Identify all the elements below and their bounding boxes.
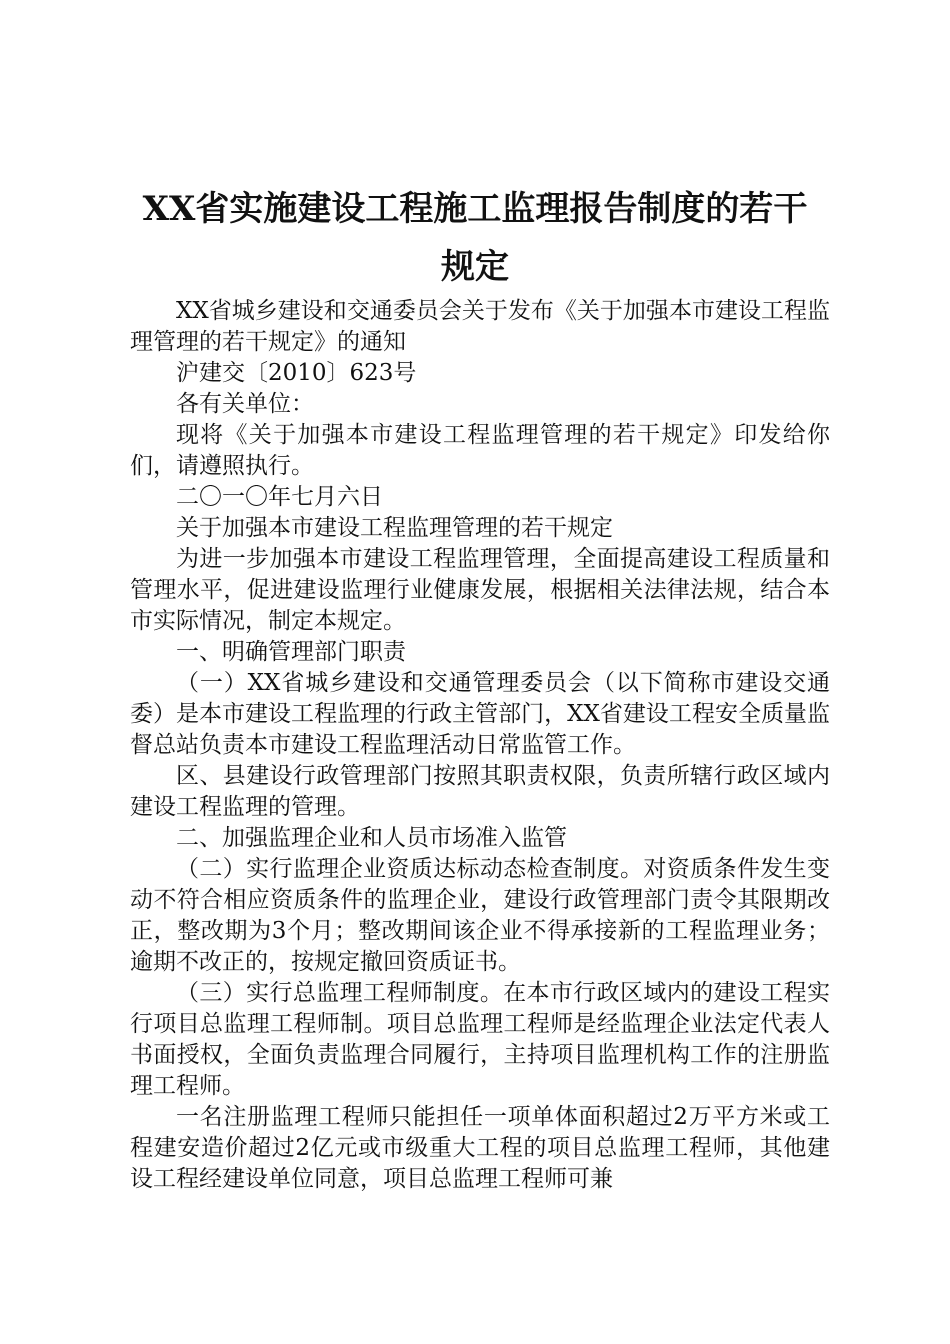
body-paragraph: （三）实行总监理工程师制度。在本市行政区域内的建设工程实行项目总监理工程师制。项目总监理工程师是经监理企业法定代表人书面授权，全面负责监理合同履行，主持项目监理机构工作的注册监理工程师。 — [130, 980, 830, 1099]
salutation: 各有关单位： — [176, 391, 314, 417]
issue-date: 二〇一〇年七月六日 — [176, 484, 383, 510]
document-title-line-2: 规定 — [441, 247, 509, 287]
body-paragraph: （一）XX省城乡建设和交通管理委员会（以下简称市建设交通委）是本市建设工程监理的行政主管部门，XX省建设工程安全质量监督总站负责本市建设工程监理活动日常监管工作。 — [130, 670, 830, 758]
section-heading: 二、加强监理企业和人员市场准入监管 — [176, 825, 567, 851]
document-body — [130, 296, 830, 1195]
document-title-line-1: XX省实施建设工程施工监理报告制度的若干 — [142, 189, 808, 229]
body-paragraph: 为进一步加强本市建设工程监理管理，全面提高建设工程质量和管理水平，促进建设监理行业健康发展，根据相关法律法规，结合本市实际情况，制定本规定。 — [130, 546, 830, 634]
document-number: 沪建交〔2010〕623号 — [176, 360, 417, 386]
notice-heading: XX省城乡建设和交通委员会关于发布《关于加强本市建设工程监理管理的若干规定》的通知 — [130, 298, 830, 355]
body-paragraph: 区、县建设行政管理部门按照其职责权限，负责所辖行政区域内建设工程监理的管理。 — [130, 763, 830, 820]
regulation-title: 关于加强本市建设工程监理管理的若干规定 — [176, 515, 613, 541]
body-paragraph: 一名注册监理工程师只能担任一项单体面积超过2万平方米或工程建安造价超过2亿元或市级重大工程的项目总监理工程师，其他建设工程经建设单位同意，项目总监理工程师可兼 — [130, 1104, 830, 1192]
body-paragraph: 现将《关于加强本市建设工程监理管理的若干规定》印发给你们，请遵照执行。 — [130, 422, 830, 479]
section-heading: 一、明确管理部门职责 — [176, 639, 406, 665]
body-paragraph: （二）实行监理企业资质达标动态检查制度。对资质条件发生变动不符合相应资质条件的监理企业，建设行政管理部门责令其限期改正，整改期为3个月；整改期间该企业不得承接新的工程监理业务；逾期不改正的，按规定撤回资质证书。 — [130, 856, 830, 975]
